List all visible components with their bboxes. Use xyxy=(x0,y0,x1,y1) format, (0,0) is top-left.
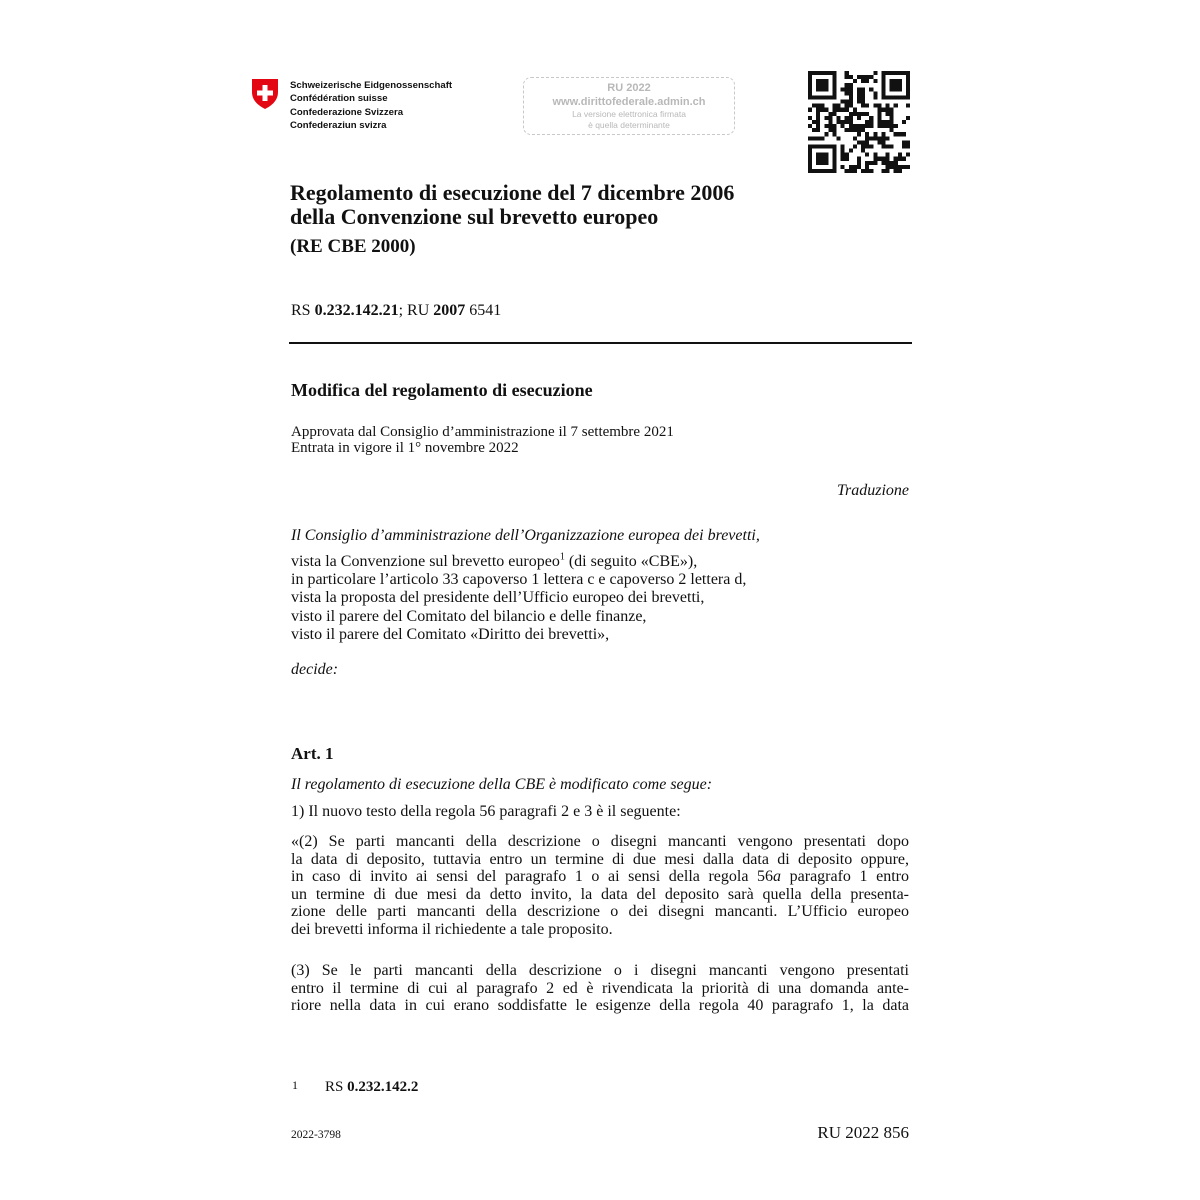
stamp-ru-year: RU 2022 xyxy=(607,82,651,94)
article-intro: Il regolamento di esecuzione della CBE è modificato come segue: xyxy=(291,776,713,793)
paragraph-3 xyxy=(291,962,909,1015)
confederation-name-rm: Confederaziun svizra xyxy=(290,119,387,131)
footnote-number: 1 xyxy=(292,1078,298,1092)
page-reference: RU 2022 856 xyxy=(817,1123,909,1142)
stamp-note-line2: è quella determinante xyxy=(588,120,670,130)
confederation-names xyxy=(290,79,452,132)
ru-separator: ; RU xyxy=(398,302,434,319)
point-1: 1) Il nuovo testo della regola 56 paragrafi 2 e 3 è il seguente: xyxy=(291,803,681,820)
swiss-crest-icon xyxy=(251,78,279,110)
paragraph-2-line: la data di deposito, tuttavia entro un termine di due mesi dalla data di deposito oppure, xyxy=(291,850,909,868)
council-intro: Il Consiglio d’amministrazione dell’Organizzazione europea dei brevetti, xyxy=(291,527,760,544)
preamble-line-3: vista la proposta del presidente dell’Ufficio europeo dei brevetti, xyxy=(291,589,705,607)
confederation-name-it: Confederazione Svizzera xyxy=(290,106,404,118)
ru-page: 6541 xyxy=(465,302,502,319)
article-heading: Art. 1 xyxy=(291,744,334,763)
footnote-ref: 0.232.142.2 xyxy=(347,1079,419,1095)
paragraph-2-line: dei brevetti informa il richiedente a tale proposito. xyxy=(291,920,613,938)
modification-title: Modifica del regolamento di esecuzione xyxy=(291,380,593,400)
paragraph-2-line: un termine di due mesi da detto invito, la data del deposito sarà quella della presenta- xyxy=(291,885,909,903)
paragraph-2-line: «(2) Se parti mancanti della descrizione o disegni mancanti vengono presentati dopo xyxy=(291,833,909,850)
rs-prefix: RS xyxy=(291,302,315,319)
paragraph-2 xyxy=(291,833,909,939)
paragraph-3-line: riore nella data in cui erano soddisfatte le esigenze della regola 40 paragrafo 1, la data xyxy=(291,997,909,1015)
confederation-name-fr: Confédération suisse xyxy=(290,93,388,105)
confederation-name-de: Schweizerische Eidgenossenschaft xyxy=(290,80,453,91)
qr-code-icon xyxy=(808,71,910,173)
preamble-line-1-text: vista la Convenzione sul brevetto europeo xyxy=(291,553,560,570)
preamble-line-5: visto il parere del Comitato «Diritto dei brevetti», xyxy=(291,625,610,643)
preamble-line-4: visto il parere del Comitato del bilancio e delle finanze, xyxy=(291,607,647,625)
document-title-line1: Regolamento di esecuzione del 7 dicembre 2006 xyxy=(290,180,735,205)
preamble xyxy=(291,553,746,644)
approval-info xyxy=(291,424,674,456)
decides: decide: xyxy=(291,661,339,678)
preamble-line-1 xyxy=(291,553,746,571)
preamble-line-2: in particolare l’articolo 33 capoverso 1 lettera c e capoverso 2 lettera d, xyxy=(291,571,747,589)
official-publication-stamp xyxy=(523,77,735,135)
approval-date: Approvata dal Consiglio d’amministrazione il 7 settembre 2021 xyxy=(291,424,674,440)
ru-year: 2007 xyxy=(433,302,466,319)
stamp-note-line1: La versione elettronica firmata xyxy=(572,109,686,119)
rs-ru-reference xyxy=(291,302,501,320)
footnote-prefix: RS xyxy=(325,1079,348,1095)
stamp-url: www.dirittofederale.admin.ch xyxy=(552,96,706,108)
entry-into-force: Entrata in vigore il 1° novembre 2022 xyxy=(291,440,519,456)
paragraph-2-line: in caso di invito ai sensi del paragrafo 1 o ai sensi della regola 56a paragrafo 1 entro xyxy=(291,868,910,886)
footnote-marker[interactable]: 1 xyxy=(559,551,565,563)
paragraph-3-line: entro il termine di cui al paragrafo 2 ed è rivendicata la priorità di una domanda ante- xyxy=(291,979,909,997)
preamble-line-1-rest: (di seguito «CBE»), xyxy=(564,553,698,570)
title-divider xyxy=(289,342,912,344)
document-title-line2: della Convenzione sul brevetto europeo xyxy=(290,204,659,229)
paragraph-2-line: zione delle parti mancanti della descrizione o dei disegni mancanti. L’Ufficio europeo xyxy=(291,903,909,921)
paragraph-3-line: (3) Se le parti mancanti della descrizione o i disegni mancanti vengono presentati xyxy=(291,962,909,979)
footnote-text xyxy=(325,1079,418,1096)
document-number: 2022-3798 xyxy=(291,1129,341,1141)
rs-number: 0.232.142.21 xyxy=(314,302,399,319)
document-abbreviation: (RE CBE 2000) xyxy=(290,236,416,257)
translation-note: Traduzione xyxy=(836,482,909,499)
